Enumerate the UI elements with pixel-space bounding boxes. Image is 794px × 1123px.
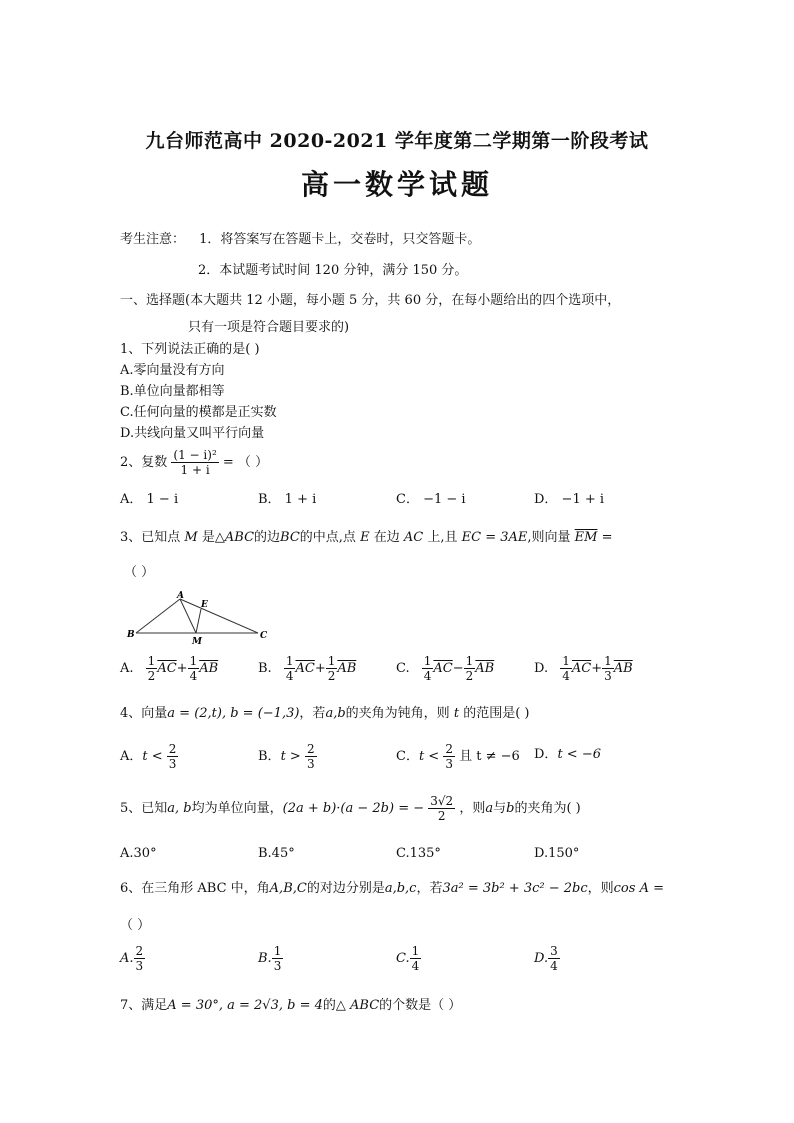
frac-num: 2 — [168, 742, 177, 756]
frac-den: 3 — [306, 757, 315, 771]
option-letter: C. — [396, 951, 410, 966]
q2-option-d: D． −1 + i — [534, 492, 605, 507]
coef-num: 1 — [327, 654, 336, 668]
vector: $\overline{AB}$ — [613, 661, 633, 676]
vector: $\overline{AC}$ — [433, 661, 453, 676]
frac-num: 2 — [306, 742, 315, 756]
q4-stem — [120, 705, 529, 723]
q6-text: 6、在三角形 ABC 中，角 — [120, 881, 270, 896]
q5-option-c: C.135° — [396, 846, 441, 861]
q3-text: 的边 — [254, 530, 281, 545]
q7-text: 的个数是（ ） — [379, 998, 462, 1013]
coef-den: 2 — [147, 669, 156, 683]
frac-num: 1 — [273, 944, 282, 958]
q2-suffix: = （ ） — [222, 455, 269, 470]
extra-condition: 且 t ≠ −6 — [459, 749, 520, 764]
q6-cos: cos A = — [613, 881, 664, 896]
q2-option-b: B． 1 + i — [258, 492, 317, 507]
frac-den: 3 — [445, 757, 453, 771]
option-letter: C. — [396, 661, 410, 676]
coef-num: 1 — [189, 654, 198, 668]
q6-option-b — [258, 944, 283, 973]
q6-text: 的对边分别是 — [306, 881, 385, 896]
q3-text: ,则向量 — [527, 530, 571, 545]
q3-side-ac: AC — [403, 530, 424, 545]
option-letter: D． — [534, 747, 558, 762]
coef-den: 2 — [465, 669, 474, 683]
q3-condition: EC = 3AE — [461, 530, 528, 545]
frac-num: 2 — [135, 944, 144, 958]
q7-text: 7、满足 — [120, 998, 168, 1013]
q5-option-a: A.30° — [120, 846, 157, 861]
q6-text: ，则 — [587, 881, 614, 896]
frac-num: 2 — [445, 742, 453, 756]
q5-ab: a, b — [167, 801, 192, 816]
q3-triangle-figure — [124, 590, 274, 646]
operator: + — [591, 661, 603, 676]
q2-numerator: (1 − i)² — [173, 448, 217, 462]
q3-vector-em: $\overline{EM}$ — [574, 530, 598, 545]
section1-heading-cont: 只有一项是符合题目要求的) — [188, 320, 350, 335]
q5-option-b: B.45° — [258, 846, 295, 861]
relation: t < — [142, 749, 163, 764]
q4-option-a — [120, 742, 178, 771]
q3-label-m: M — [192, 637, 202, 646]
q2-option-c: C． −1 − i — [396, 492, 466, 507]
q1-option-c: C.任何向量的模都是正实数 — [120, 405, 277, 420]
q3-option-b — [258, 654, 356, 683]
q5-option-d: D.150° — [534, 846, 580, 861]
relation: t < — [418, 749, 440, 764]
option-letter: A． — [120, 749, 143, 764]
option-letter: B. — [258, 951, 272, 966]
q3-label-b: B — [127, 630, 135, 640]
q2-option-a: A． 1 − i — [120, 492, 179, 507]
q3-side-ac-line — [180, 599, 258, 633]
q4-text: 4、向量 — [120, 706, 168, 721]
q6-stem — [120, 880, 664, 898]
q4-text: 的范围是( ) — [463, 706, 530, 721]
q6-text: ，若 — [416, 881, 443, 896]
relation: t > — [280, 749, 301, 764]
coef-den: 4 — [423, 669, 432, 683]
q3-segment-em — [196, 609, 201, 633]
q4-t: t — [453, 706, 460, 721]
exam-title-line1: 九台师范高中 2020-2021 学年度第二学期第一阶段考试 — [145, 130, 649, 152]
coef-den: 4 — [285, 669, 294, 683]
q1-option-b: B.单位向量都相等 — [120, 384, 225, 399]
vector: $\overline{AB}$ — [337, 661, 357, 676]
q4-text: 的夹角为钝角，则 — [345, 706, 450, 721]
q1-option-d: D.共线向量又叫平行向量 — [120, 426, 265, 441]
q2-stem — [120, 448, 268, 477]
section1-heading: 一、选择题(本大题共 12 小题，每小题 5 分，共 60 分，在每小题给出的四个选项中， — [120, 293, 621, 308]
q3-option-d — [534, 654, 633, 683]
q3-label-c: C — [260, 631, 268, 641]
option-letter: B. — [258, 661, 272, 676]
frac-den: 2 — [437, 809, 446, 823]
q3-stem — [120, 529, 613, 547]
coef-num: 1 — [562, 654, 570, 668]
notice-item1: 1．将答案写在答题卡上，交卷时，只交答题卡。 — [199, 232, 481, 247]
q3-text: 在边 — [373, 530, 400, 545]
notice-label: 考生注意： — [120, 232, 186, 247]
q5-text: 均为单位向量， — [191, 801, 283, 816]
q3-label-e: E — [201, 600, 208, 610]
q3-text: = — [601, 530, 613, 545]
q4-option-d — [534, 746, 601, 764]
coef-den: 3 — [604, 669, 612, 683]
option-letter: D. — [534, 661, 549, 676]
vector: $\overline{AB}$ — [199, 661, 219, 676]
q3-point-m: M — [184, 530, 198, 545]
q4-vectors: a = (2,t), b = (−1,3) — [167, 706, 300, 721]
frac-den: 3 — [168, 757, 177, 771]
q7-text: 的 — [322, 998, 336, 1013]
q3-option-a — [120, 654, 218, 683]
exam-title-line2: 高一数学试题 — [300, 168, 493, 201]
q3-label-a: A — [177, 591, 184, 601]
q3-triangle: △ABC — [214, 530, 255, 545]
option-letter: A. — [120, 661, 134, 676]
option-letter: D. — [534, 951, 549, 966]
vector: $\overline{AB}$ — [475, 661, 495, 676]
q3-text: 上,且 — [427, 530, 458, 545]
q4-ab: a,b — [325, 706, 346, 721]
coef-den: 4 — [562, 669, 570, 683]
q1-stem: 1、下列说法正确的是( ) — [120, 342, 260, 357]
vector: $\overline{AC}$ — [571, 661, 592, 676]
coef-den: 4 — [189, 669, 198, 683]
frac-den: 4 — [550, 959, 558, 973]
coef-num: 1 — [604, 654, 612, 668]
frac-den: 4 — [411, 959, 420, 973]
q3-point-e: E — [360, 530, 370, 545]
frac-den: 3 — [135, 959, 144, 973]
q6-option-a — [120, 944, 145, 973]
q6-sides: a,b,c — [384, 881, 417, 896]
q5-stem — [120, 794, 581, 823]
notice-line1 — [120, 231, 480, 249]
q3-option-c — [396, 654, 494, 683]
q7-stem — [120, 997, 461, 1015]
q5-text: 与 — [493, 801, 507, 816]
frac-num: 3 — [550, 944, 558, 958]
q6-paren: （ ） — [120, 918, 151, 933]
q4-text: ，若 — [299, 706, 326, 721]
q3-segment-am — [180, 599, 196, 633]
q5-text: 的夹角为( ) — [514, 801, 581, 816]
q6-option-d — [534, 944, 560, 973]
option-letter: A. — [120, 951, 134, 966]
q5-a: a — [485, 801, 494, 816]
q3-side-ab-line — [136, 599, 180, 633]
q7-condition: A = 30°, a = 2√3, b = 4 — [167, 998, 323, 1013]
q6-angles: A,B,C — [269, 881, 307, 896]
q5-expression: (2a + b)·(a − 2b) = − — [282, 801, 425, 816]
q6-equation: 3a² = 3b² + 3c² − 2bc — [442, 881, 588, 896]
q2-denominator: 1 + i — [180, 463, 210, 477]
q4-option-c — [396, 742, 520, 771]
frac-den: 3 — [273, 959, 282, 973]
q5-b: b — [506, 801, 515, 816]
operator: + — [314, 661, 326, 676]
coef-num: 1 — [465, 654, 474, 668]
q3-text: 是 — [201, 530, 215, 545]
coef-num: 1 — [285, 654, 294, 668]
frac-num: 1 — [411, 944, 420, 958]
q2-fraction — [171, 448, 218, 477]
option-letter: B． — [258, 749, 281, 764]
q3-paren: （ ） — [124, 565, 155, 580]
option-letter: C． — [396, 749, 419, 764]
q3-side-bc: BC — [280, 530, 300, 545]
frac-num: 3√2 — [430, 794, 454, 808]
q1-option-a: A.零向量没有方向 — [120, 363, 225, 378]
q7-triangle: △ ABC — [335, 998, 380, 1013]
coef-num: 1 — [147, 654, 156, 668]
coef-den: 2 — [327, 669, 336, 683]
operator: + — [176, 661, 188, 676]
notice-item2: 2．本试题考试时间 120 分钟，满分 150 分。 — [198, 263, 468, 278]
q3-text: 3、已知点 — [120, 530, 181, 545]
q5-text: ，则 — [459, 801, 486, 816]
q2-prefix: 2、复数 — [120, 455, 168, 470]
vector: $\overline{AC}$ — [295, 661, 315, 676]
q6-option-c — [396, 944, 421, 973]
coef-num: 1 — [423, 654, 432, 668]
q5-text: 5、已知 — [120, 801, 168, 816]
relation: t < −6 — [557, 747, 601, 762]
q3-text: 的中点,点 — [299, 530, 356, 545]
operator: − — [452, 661, 464, 676]
q4-option-b — [258, 742, 317, 771]
vector: $\overline{AC}$ — [157, 661, 177, 676]
